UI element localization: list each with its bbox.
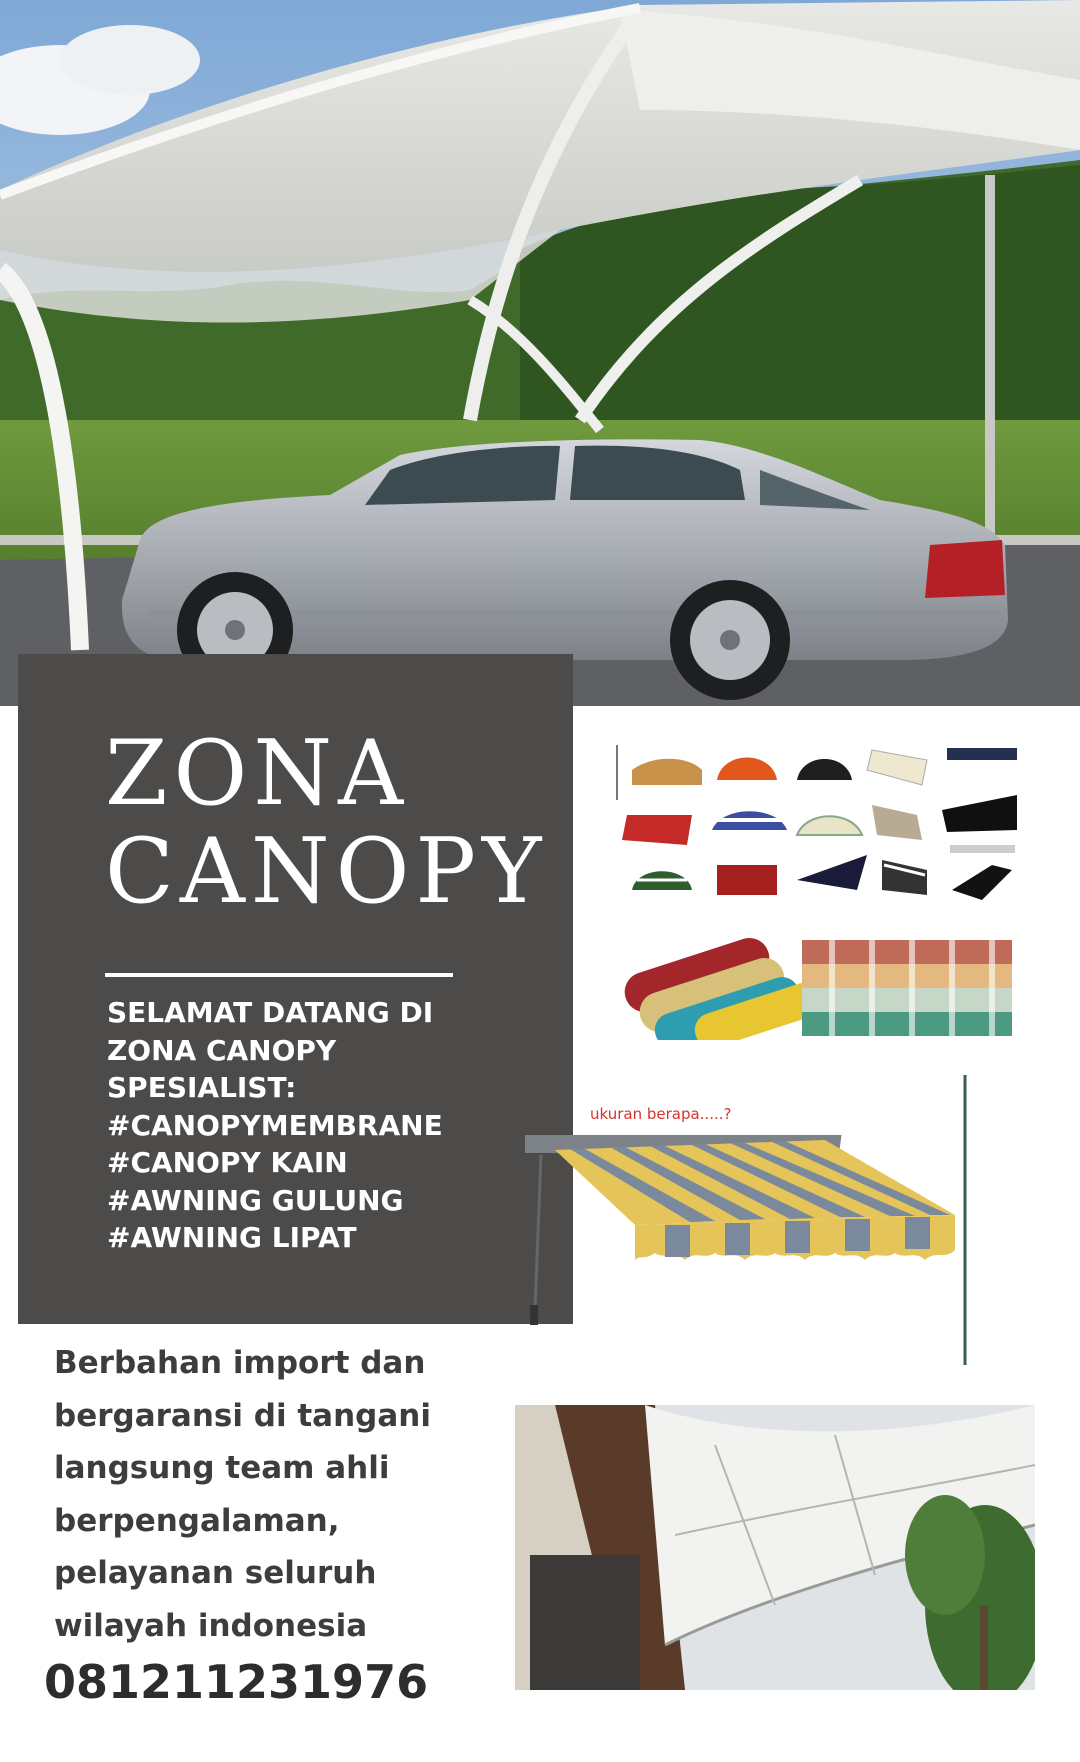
hashtag-awning-lipat: #AWNING LIPAT (107, 1221, 357, 1254)
brand-title (105, 721, 548, 924)
description-line: Berbahan import dan (54, 1345, 426, 1381)
title-divider (105, 973, 453, 977)
welcome-specialist-list (107, 994, 537, 1257)
hashtag-canopy-kain: #CANOPY KAIN (107, 1146, 348, 1179)
description-line: berpengalaman, (54, 1502, 340, 1539)
hashtag-canopymembrane: #CANOPYMEMBRANE (107, 1108, 443, 1142)
welcome-line: SPESIALIST: (107, 1071, 297, 1104)
membrane-canopy-photo (515, 1405, 1035, 1690)
welcome-line: SELAMAT DATANG DI (107, 996, 434, 1029)
hero-photo-membrane-carport (0, 0, 1080, 706)
brand-title-line-2: CANOPY (105, 819, 548, 924)
description-line: langsung team ahli (54, 1450, 390, 1486)
description-line: pelayanan seluruh (54, 1555, 377, 1591)
awning-styles-catalog-image (612, 740, 1032, 1040)
phone-number[interactable]: 081211231976 (44, 1655, 429, 1709)
brand-title-line-1: ZONA (105, 721, 410, 826)
description-line: bergaransi di tangani (54, 1397, 431, 1434)
awning-size-question: ukuran berapa.....? (590, 1105, 732, 1123)
welcome-line: ZONA CANOPY (107, 1033, 337, 1067)
service-description (54, 1337, 484, 1652)
hashtag-awning-gulung: #AWNING GULUNG (107, 1183, 404, 1217)
description-line: wilayah indonesia (54, 1607, 368, 1644)
